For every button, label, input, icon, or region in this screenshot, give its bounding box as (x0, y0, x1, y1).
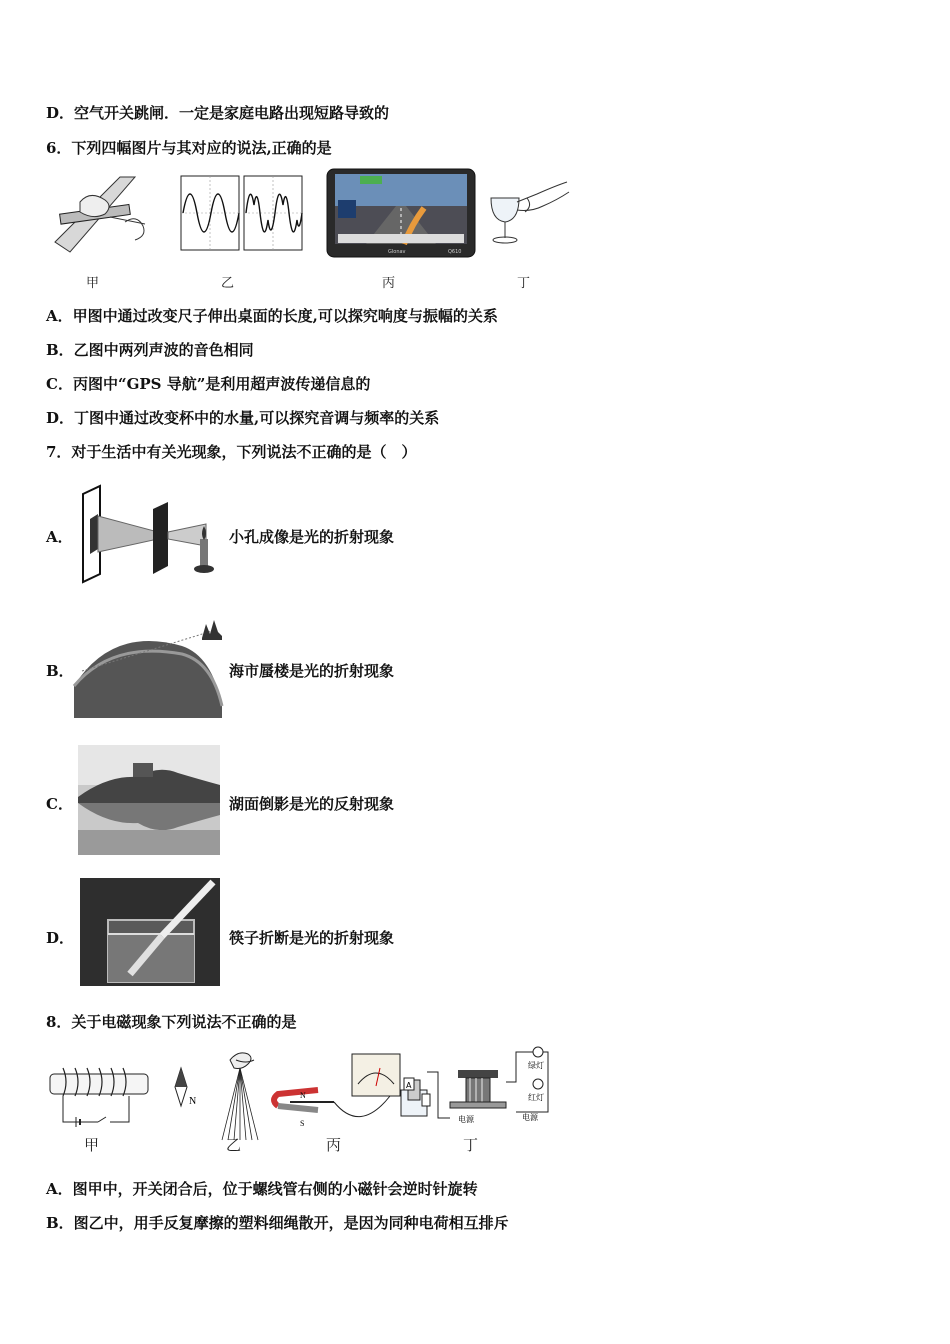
q6-figure-bing (326, 168, 476, 258)
power-label-2: 电源 (522, 1113, 538, 1122)
q7-option-c-text: 湖面倒影是光的反射现象 (229, 795, 395, 813)
q7-option-d-text: 筷子折断是光的折射现象 (229, 929, 395, 947)
q6-caption-bing: 丙 (382, 276, 396, 291)
ammeter-label: A (406, 1081, 412, 1090)
q5-option-d: D．空气开关跳闸．一定是家庭电路出现短路导致的 (46, 104, 390, 122)
gps-model-text: Q610 (448, 249, 462, 255)
q8-figure-bing-induction (270, 1050, 405, 1135)
q8-figure-ding-relay (398, 1042, 558, 1124)
q7-figure-d-chopstick (80, 878, 220, 986)
q6-option-a: A．甲图中通过改变尺子伸出桌面的长度,可以探究响度与振幅的关系 (46, 307, 498, 325)
q8-figure-jia-solenoid (48, 1062, 208, 1137)
q6-option-d: D．丁图中通过改变杯中的水量,可以探究音调与频率的关系 (46, 409, 440, 427)
q7-option-d-label: D． (46, 929, 75, 947)
q7-option-c-label: C． (46, 795, 73, 813)
q6-figure-yi (180, 175, 305, 253)
q8-caption-bing: 丙 (326, 1136, 342, 1154)
magnet-s-label: S (300, 1119, 305, 1128)
q6-figure-jia (50, 172, 160, 257)
power-label-1: 电源 (458, 1115, 474, 1124)
q7-figure-b-mirage (72, 616, 227, 720)
q7-title: 7．对于生活中有关光现象，下列说法不正确的是（ ） (46, 443, 417, 461)
q8-caption-jia: 甲 (84, 1136, 100, 1154)
q7-option-a-label: A． (46, 528, 73, 546)
q7-option-b-label: B． (46, 662, 74, 680)
q6-caption-yi: 乙 (221, 276, 235, 291)
gps-brand-text: Glonav (388, 249, 406, 255)
q6-caption-jia: 甲 (86, 276, 100, 291)
q6-option-c: C．丙图中“GPS 导航”是利用超声波传递信息的 (46, 375, 371, 393)
q8-option-b: B．图乙中，用手反复摩擦的塑料细绳散开，是因为同种电荷相互排斥 (46, 1214, 509, 1232)
q7-figure-c-lake (78, 745, 220, 855)
q7-option-a-text: 小孔成像是光的折射现象 (229, 528, 395, 546)
red-lamp-label: 红灯 (528, 1093, 544, 1102)
q8-caption-yi: 乙 (226, 1136, 242, 1154)
compass-n-label: N (189, 1096, 197, 1107)
q6-option-b: B．乙图中两列声波的音色相同 (46, 341, 254, 359)
q6-title: 6．下列四幅图片与其对应的说法,正确的是 (46, 139, 332, 157)
green-lamp-label: 绿灯 (528, 1061, 544, 1070)
q7-option-b-text: 海市蜃楼是光的折射现象 (229, 662, 395, 680)
q8-caption-ding: 丁 (463, 1136, 479, 1154)
q7-figure-a-pinhole (78, 484, 223, 584)
q8-option-a: A．图甲中，开关闭合后，位于螺线管右侧的小磁针会逆时针旋转 (46, 1180, 478, 1198)
q8-figure-yi-strings (216, 1048, 271, 1143)
magnet-n-label: N (300, 1091, 306, 1100)
q6-figure-ding (487, 170, 572, 250)
q6-caption-ding: 丁 (517, 276, 531, 291)
q8-title: 8．关于电磁现象下列说法不正确的是 (46, 1013, 297, 1031)
